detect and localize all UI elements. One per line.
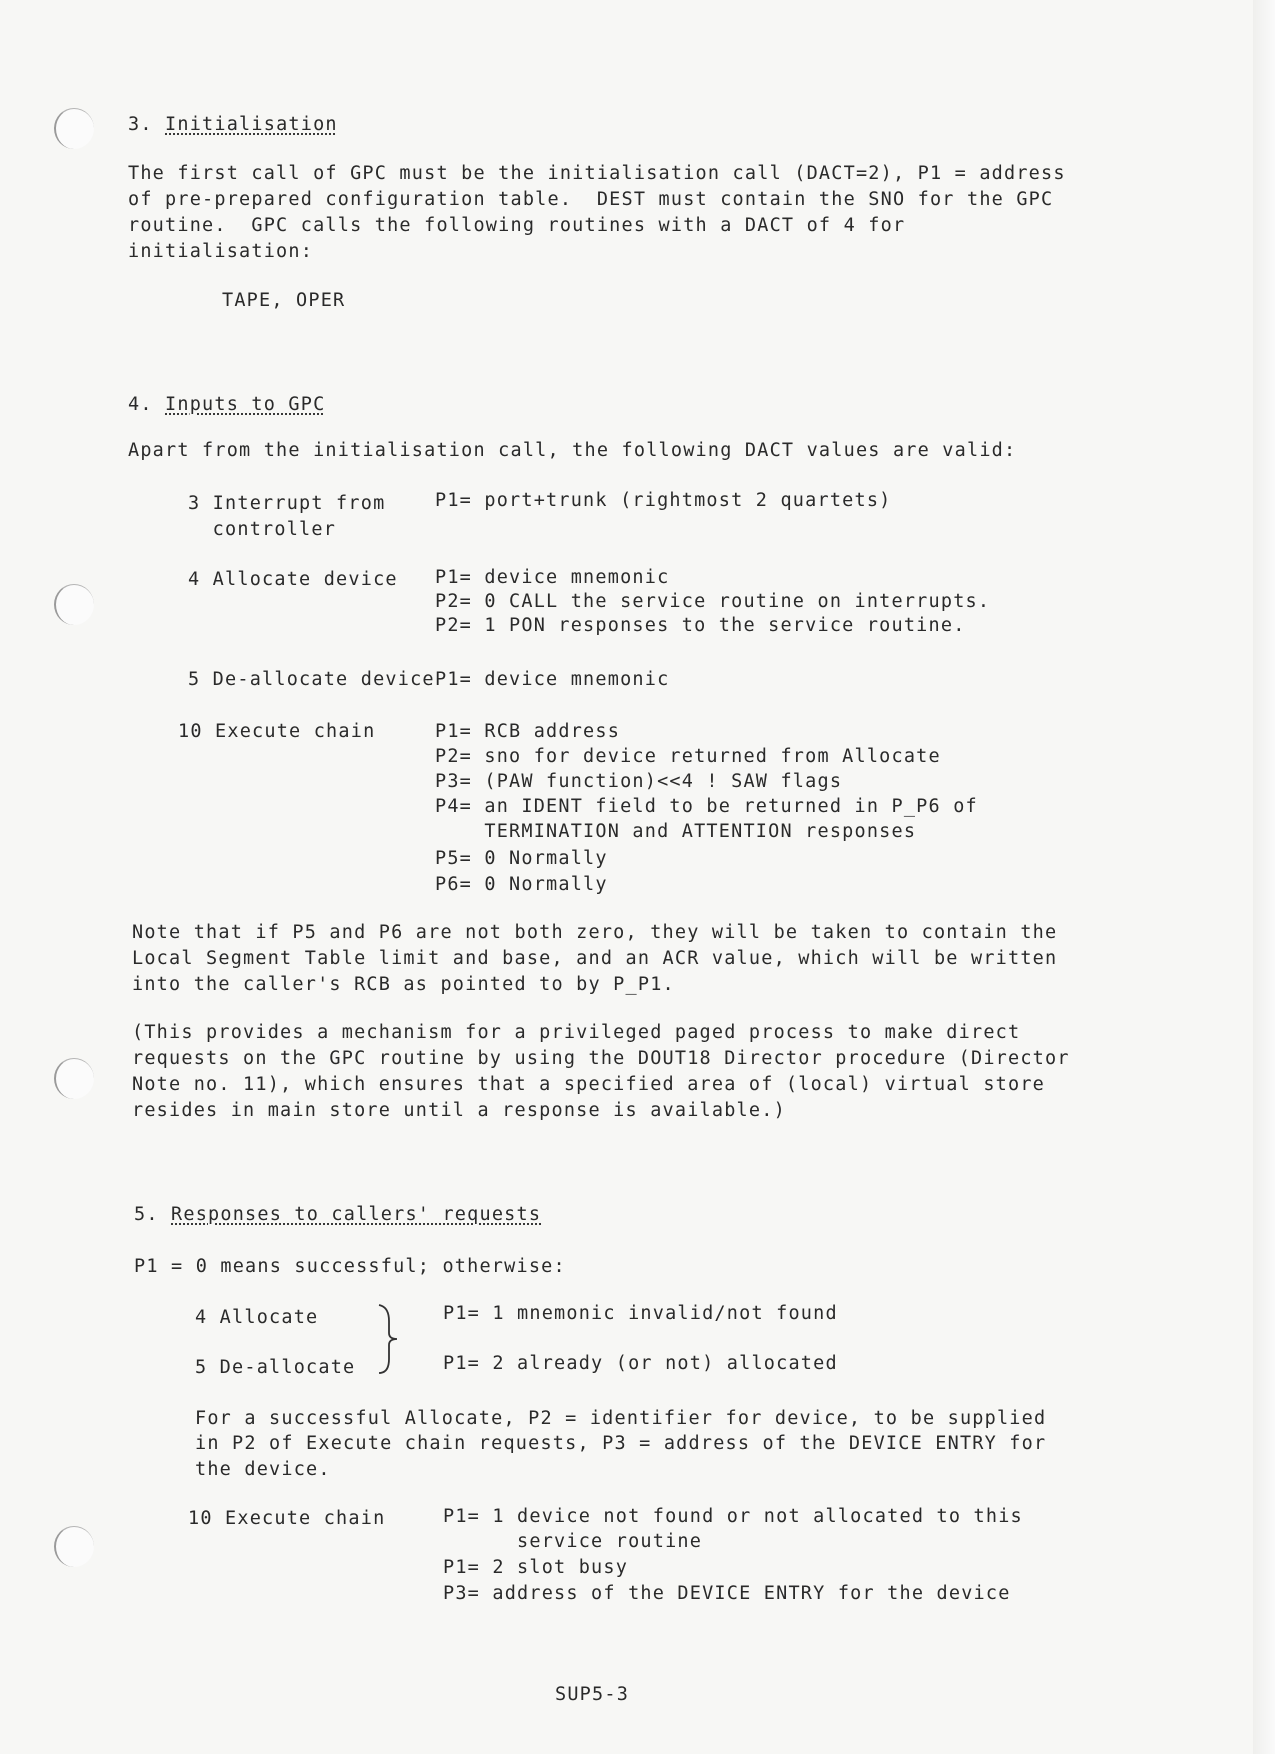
s4-note2-line: (This provides a mechanism for a privileged paged process to make direct <box>132 1022 1021 1043</box>
s5-deallocate-label: 5 De-allocate <box>195 1357 356 1378</box>
s5-execute-label: 10 Execute chain <box>188 1508 386 1529</box>
page-footer: SUP5-3 <box>555 1684 630 1705</box>
s4-item-desc: P1= device mnemonic <box>435 567 670 588</box>
s5-intro: P1 = 0 means successful; otherwise: <box>134 1256 566 1277</box>
s4-note-line: Local Segment Table limit and base, and an ACR value, which will be written <box>132 948 1058 969</box>
s4-item-label: 5 De-allocate device <box>188 669 435 690</box>
s4-item-desc: P2= 1 PON responses to the service routine. <box>435 615 966 636</box>
s4-note2-line: Note no. 11), which ensures that a specified area of (local) virtual store <box>132 1074 1046 1095</box>
s5-execute-desc: service routine <box>443 1531 703 1552</box>
s4-item-desc: P1= device mnemonic <box>435 669 670 690</box>
s4-item-desc: TERMINATION and ATTENTION responses <box>435 821 917 842</box>
s4-item-desc: P1= RCB address <box>435 721 621 742</box>
s5-allocate-desc: P1= 1 mnemonic invalid/not found <box>443 1303 838 1324</box>
s3-routines: TAPE, OPER <box>222 290 346 311</box>
s4-item-desc: P5= 0 Normally <box>435 848 608 869</box>
section-4-heading: 4. Inputs to GPC <box>128 394 326 415</box>
section-5-heading: 5. Responses to callers' requests <box>134 1204 542 1225</box>
s4-note2-line: requests on the GPC routine by using the DOUT18 Director procedure (Director <box>132 1048 1070 1069</box>
s5-success-line: For a successful Allocate, P2 = identifier for device, to be supplied <box>195 1408 1047 1429</box>
s5-success-line: the device. <box>195 1459 331 1480</box>
section-3-heading: 3. Initialisation <box>128 114 338 135</box>
s4-note-line: Note that if P5 and P6 are not both zero, they will be taken to contain the <box>132 922 1058 943</box>
s5-execute-desc: P3= address of the DEVICE ENTRY for the device <box>443 1583 1011 1604</box>
s3-para-line: The first call of GPC must be the initialisation call (DACT=2), P1 = address <box>128 163 1066 184</box>
punch-hole <box>54 1526 94 1567</box>
page-edge-shadow <box>1253 0 1275 1754</box>
s3-para-line: of pre-prepared configuration table. DEST must contain the SNO for the GPC <box>128 189 1054 210</box>
s4-item-label: 3 Interrupt from <box>188 493 386 514</box>
punch-hole <box>54 108 94 149</box>
s4-item-desc: P3= (PAW function)<<4 ! SAW flags <box>435 771 843 792</box>
s4-item-desc: P1= port+trunk (rightmost 2 quartets) <box>435 490 892 511</box>
s3-para-line: initialisation: <box>128 241 314 262</box>
s4-item-desc: P2= 0 CALL the service routine on interrupts. <box>435 591 991 612</box>
s5-deallocate-desc: P1= 2 already (or not) allocated <box>443 1353 838 1374</box>
s4-note2-line: resides in main store until a response is available.) <box>132 1100 786 1121</box>
s4-item-label: 10 Execute chain <box>178 721 376 742</box>
s4-item-desc: P2= sno for device returned from Allocate <box>435 746 941 767</box>
s5-execute-desc: P1= 2 slot busy <box>443 1557 629 1578</box>
punch-hole <box>54 1058 94 1099</box>
s5-execute-desc: P1= 1 device not found or not allocated to this <box>443 1506 1023 1527</box>
s4-item-label: controller <box>188 519 337 540</box>
s5-success-line: in P2 of Execute chain requests, P3 = address of the DEVICE ENTRY for <box>195 1433 1047 1454</box>
s4-note-line: into the caller's RCB as pointed to by P_P1. <box>132 974 675 995</box>
punch-hole <box>54 584 94 625</box>
s3-para-line: routine. GPC calls the following routines with a DACT of 4 for <box>128 215 906 236</box>
curly-brace-icon <box>375 1303 399 1375</box>
s4-item-desc: P4= an IDENT field to be returned in P_P6 of <box>435 796 978 817</box>
s5-allocate-label: 4 Allocate <box>195 1307 319 1328</box>
s4-intro: Apart from the initialisation call, the following DACT values are valid: <box>128 440 1017 461</box>
s4-item-label: 4 Allocate device <box>188 569 398 590</box>
s4-item-desc: P6= 0 Normally <box>435 874 608 895</box>
